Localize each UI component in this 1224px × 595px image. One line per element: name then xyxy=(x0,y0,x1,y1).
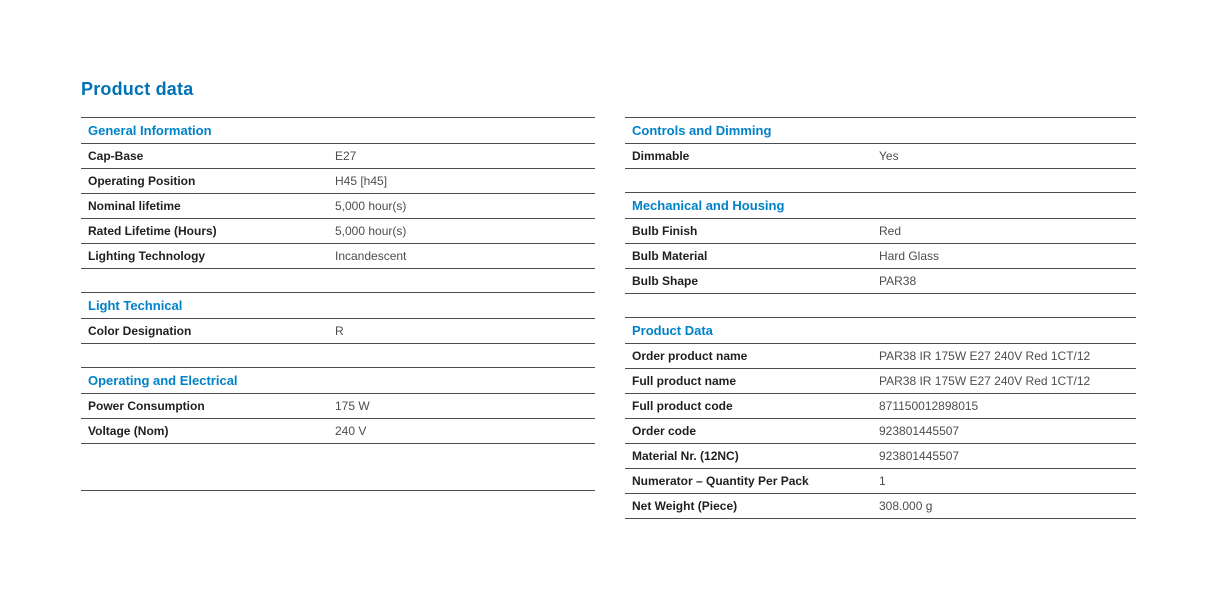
spec-value: 923801445507 xyxy=(879,449,960,463)
spec-row xyxy=(625,444,1136,469)
spec-value: 5,000 hour(s) xyxy=(335,199,407,213)
spec-value: E27 xyxy=(335,149,357,163)
spec-label: Voltage (Nom) xyxy=(88,424,169,438)
spec-value: Red xyxy=(879,224,902,238)
spec-row xyxy=(81,144,595,169)
spec-value: R xyxy=(335,324,344,338)
spec-label: Numerator – Quantity Per Pack xyxy=(632,474,809,488)
spec-label: Bulb Finish xyxy=(632,224,698,238)
spec-label: Net Weight (Piece) xyxy=(632,499,738,513)
section-heading: Light Technical xyxy=(81,292,595,319)
spec-label: Order product name xyxy=(632,349,748,363)
section-product-data xyxy=(625,317,1136,519)
spec-value: 308.000 g xyxy=(879,499,933,513)
spec-value: 175 W xyxy=(335,399,370,413)
spec-value: Yes xyxy=(879,149,899,163)
section-light-technical xyxy=(81,292,595,344)
spec-value: 871150012898015 xyxy=(879,399,979,413)
section-general-information xyxy=(81,117,595,269)
section-heading: Controls and Dimming xyxy=(625,117,1136,144)
section-mechanical-and-housing xyxy=(625,192,1136,294)
spec-row xyxy=(81,419,595,444)
spec-row xyxy=(625,419,1136,444)
spec-label: Bulb Shape xyxy=(632,274,699,288)
spec-label: Full product code xyxy=(632,399,733,413)
spec-columns xyxy=(81,117,1136,542)
spec-value: PAR38 xyxy=(879,274,917,288)
spec-row xyxy=(625,494,1136,519)
spec-value: H45 [h45] xyxy=(335,174,388,188)
left-column xyxy=(81,117,595,542)
spec-label: Operating Position xyxy=(88,174,196,188)
spec-label: Lighting Technology xyxy=(88,249,206,263)
spec-value: 5,000 hour(s) xyxy=(335,224,407,238)
section-heading: Operating and Electrical xyxy=(81,367,595,394)
spec-row xyxy=(625,269,1136,294)
spec-value: PAR38 IR 175W E27 240V Red 1CT/12 xyxy=(879,374,1091,388)
spec-label: Cap-Base xyxy=(88,149,144,163)
spec-row xyxy=(625,369,1136,394)
spec-label: Order code xyxy=(632,424,697,438)
spec-value: Incandescent xyxy=(335,249,407,263)
spec-label: Material Nr. (12NC) xyxy=(632,449,739,463)
left-column-end-rule xyxy=(81,467,595,491)
section-operating-and-electrical xyxy=(81,367,595,444)
spec-value: 1 xyxy=(879,474,886,488)
spec-value: 240 V xyxy=(335,424,367,438)
spec-row xyxy=(81,244,595,269)
left-sections xyxy=(81,117,595,467)
spec-label: Bulb Material xyxy=(632,249,708,263)
right-column xyxy=(625,117,1136,542)
spec-label: Dimmable xyxy=(632,149,690,163)
spec-value: Hard Glass xyxy=(879,249,940,263)
spec-label: Rated Lifetime (Hours) xyxy=(88,224,217,238)
spec-label: Power Consumption xyxy=(88,399,205,413)
spec-row xyxy=(81,169,595,194)
spec-row xyxy=(625,394,1136,419)
section-controls-and-dimming xyxy=(625,117,1136,169)
spec-row xyxy=(625,469,1136,494)
spec-row xyxy=(81,319,595,344)
section-heading: Mechanical and Housing xyxy=(625,192,1136,219)
page-title: Product data xyxy=(81,79,194,99)
spec-label: Full product name xyxy=(632,374,737,388)
section-heading: General Information xyxy=(81,117,595,144)
section-heading: Product Data xyxy=(625,317,1136,344)
spec-label: Color Designation xyxy=(88,324,192,338)
spec-row xyxy=(625,344,1136,369)
spec-row xyxy=(625,244,1136,269)
right-sections xyxy=(625,117,1136,542)
spec-label: Nominal lifetime xyxy=(88,199,181,213)
spec-row xyxy=(81,394,595,419)
spec-value: PAR38 IR 175W E27 240V Red 1CT/12 xyxy=(879,349,1091,363)
spec-row xyxy=(625,219,1136,244)
spec-value: 923801445507 xyxy=(879,424,960,438)
spec-row xyxy=(81,219,595,244)
spec-row xyxy=(81,194,595,219)
spec-row xyxy=(625,144,1136,169)
